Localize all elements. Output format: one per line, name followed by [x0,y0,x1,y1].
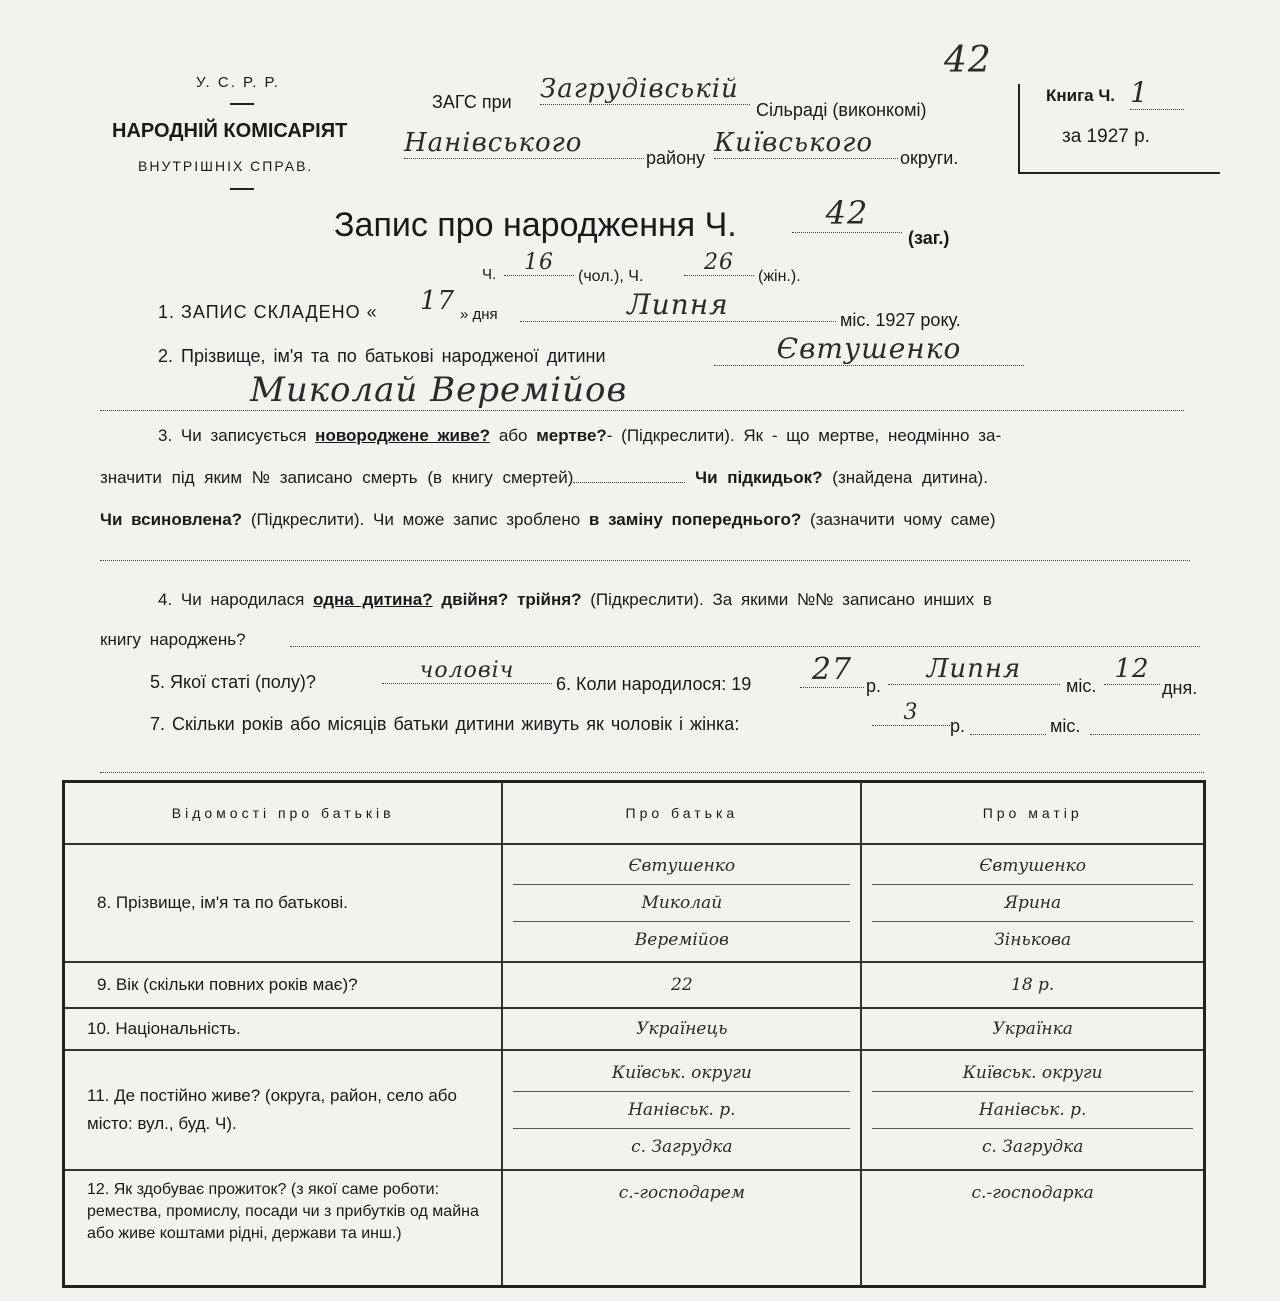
item1-suffix: міс. 1927 року. [840,310,961,330]
item3-line3b: (зазначити чому саме) [809,510,996,529]
row11-label: 11. Де постійно живе? (округа, район, село або місто: вул., буд. Ч). [64,1050,503,1170]
item4-line2: книгу народжень? [100,630,246,649]
header-commissariat: НАРОДНІЙ КОМІСАРІЯТ [112,120,348,142]
book-number-handwritten: 1 [1130,76,1184,110]
table-row [64,1170,1205,1286]
father-okruga: Київськ. округи [513,1055,850,1092]
mother-rayon: Нанівськ. р. [872,1092,1193,1129]
item3-line1 [158,426,1001,446]
table-row [64,844,1205,962]
page-title: Запис про народження Ч. [334,206,737,244]
item4-twins: двійня? [441,590,509,609]
male-ch-label: Ч. [482,266,497,283]
row10-mother: Українка [861,1008,1204,1050]
item7-line2-field [100,772,1204,773]
item2-label: 2. Прізвище, ім'я та по батькові народженої дитини [158,346,606,366]
header-dept: ВНУТРІШНІХ СПРАВ. [138,158,314,174]
zags-prefix: ЗАГС при [432,92,512,112]
item7-r: р. [950,716,966,736]
item2-name-handwritten: Миколай Веремійов [100,370,1184,411]
father-patronymic: Веремійов [634,930,729,950]
item7-mis: міс. [1050,716,1081,736]
mother-surname: Євтушенко [872,848,1193,885]
rayonu-label: району [646,148,706,168]
item7-years-handwritten: 3 [872,700,950,726]
father-surname: Євтушенко [513,848,850,885]
item4-numbers-field [290,646,1200,647]
row12-mother: с.-господарка [861,1170,1204,1286]
mother-name: Ярина [872,885,1193,922]
header-divider-2 [230,188,254,190]
father-rayon: Нанівськ. р. [513,1092,850,1129]
item3-replace: в заміну попереднього? [588,510,802,529]
item1-day-handwritten: 17 [420,286,456,316]
item3-line2 [100,468,988,488]
item3-line2b: (знайдена дитина). [832,468,988,487]
item3-line3 [100,510,996,530]
mother-patronymic: Зінькова [994,930,1072,950]
mother-okruga: Київськ. округи [872,1055,1193,1092]
header-father: Про батька [502,782,861,845]
item3-live: новороджене живе? [315,426,491,445]
father-village: с. Загрудка [631,1137,733,1157]
table-row [64,1050,1205,1170]
item6-year-handwritten: 27 [800,652,864,688]
item7-label: 7. Скільки років або місяців батьки дитини живуть як чоловік і жінка: [150,714,740,734]
row8-father [502,844,861,962]
item4-line1 [158,590,992,610]
father-name: Миколай [513,885,850,922]
item2-surname-handwritten: Євтушенко [714,332,1024,366]
row9-mother: 18 р. [861,962,1204,1008]
item4-b: (Підкреслити). За якими №№ записано инших в [590,590,992,609]
row8-label: 8. Прізвище, ім'я та по батькові. [64,844,503,962]
item5-sex-handwritten: чоловіч [382,658,552,684]
row11-mother [861,1050,1204,1170]
okrugy-label: округи. [900,148,959,168]
item3-line3a: (Підкреслити). Чи може запис зроблено [250,510,581,529]
silradi-label: Сільраді (виконкомі) [756,100,927,120]
corner-number-handwritten: 42 [944,40,992,81]
item3-adopt: Чи всиновлена? [100,510,243,529]
record-number-handwritten: 42 [792,194,902,233]
row9-label: 9. Вік (скільки повних років має)? [64,962,503,1008]
table-header-row [64,782,1205,845]
item4-a: 4. Чи народилася [158,590,305,609]
item5-label: 5. Якої статі (полу)? [150,672,316,692]
record-total-label: (заг.) [908,228,950,248]
male-number-handwritten: 16 [504,250,574,276]
item1-day-suffix: » дня [460,306,498,323]
item6-label: 6. Коли народилося: 19 [556,674,752,694]
row11-father [502,1050,861,1170]
table-row [64,1008,1205,1050]
item6-day-handwritten: 12 [1104,654,1160,685]
zags-handwritten: Загрудівській [540,74,750,105]
item6-month-handwritten: Липня [888,654,1060,685]
item1-month-handwritten: Липня [520,288,836,322]
row12-father: с.-господарем [502,1170,861,1286]
female-number-handwritten: 26 [684,250,754,276]
table-row [64,962,1205,1008]
rayon-handwritten: Нанівського [404,128,644,159]
item6-r: р. [866,676,882,696]
book-year: за 1927 р. [1062,126,1150,147]
item7-extra-field [1090,734,1200,735]
row8-mother [861,844,1204,962]
female-label: (жін.). [758,268,801,285]
item6-mis: міс. [1066,676,1097,696]
header-mother: Про матір [861,782,1204,845]
row12-label: 12. Як здобуває прожиток? (з якої саме роботи: ремества, промислу, посади чи з прибутків од майна або живе коштами рідні, держави та инш.) [64,1170,503,1286]
item7-months-field [970,734,1046,735]
row10-label: 10. Національність. [64,1008,503,1050]
item3-b: або [498,426,528,445]
book-label: Книга Ч. [1046,86,1116,105]
item6-dnya: дня. [1162,678,1198,698]
item4-one: одна дитина? [313,590,433,609]
item3-found: Чи підкидьок? [695,468,823,487]
item3-reason-field [100,560,1190,561]
item3-death-number-field [573,482,685,483]
okruga-handwritten: Київського [714,128,898,159]
row9-father: 22 [502,962,861,1008]
header-ussr: У. С. Р. Р. [196,74,280,91]
item3-dead: мертве? [536,426,607,445]
item3-a: 3. Чи записується [158,426,307,445]
item1-prefix: 1. ЗАПИС СКЛАДЕНО « [158,302,378,322]
item3-line2a: значити під яким № записано смерть (в книгу смертей) [100,468,574,487]
parents-table [62,780,1206,1288]
item3-c: - (Підкреслити). Як - що мертве, неодмінно за- [606,426,1002,445]
item4-triplets: трійня? [517,590,582,609]
header-divider [230,103,254,105]
header-info: Відомості про батьків [64,782,503,845]
row10-father: Українець [502,1008,861,1050]
male-label: (чол.), Ч. [578,268,644,285]
mother-village: с. Загрудка [981,1137,1084,1157]
